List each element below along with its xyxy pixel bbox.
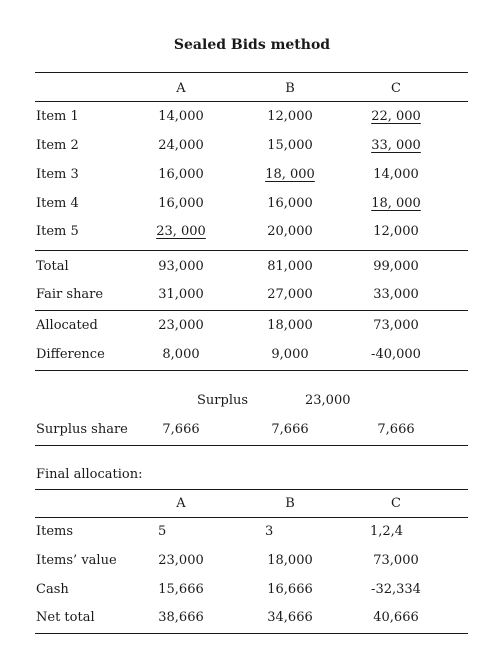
winning-bid-cell: 23, 000 (156, 224, 206, 239)
difference-cell: 9,000 (271, 347, 309, 362)
winning-bid-cell: 18, 000 (371, 196, 421, 211)
difference-cell: -40,000 (371, 347, 421, 362)
final-cash-cell: 16,666 (267, 582, 313, 597)
winning-bid-cell: 33, 000 (371, 138, 421, 153)
final-bottom-rule (35, 633, 468, 634)
row-label: Cash (36, 582, 69, 597)
surplus-share-label: Surplus share (36, 422, 128, 437)
bid-cell: 16,000 (158, 167, 204, 182)
top-rule (35, 72, 468, 73)
bottom-rule (35, 370, 468, 371)
bid-cell: 12,000 (267, 109, 313, 124)
items-rule (35, 250, 468, 251)
totals-rule (35, 310, 468, 311)
final-value-cell: 23,000 (158, 553, 204, 568)
row-label: Item 4 (36, 196, 79, 211)
allocated-cell: 23,000 (158, 318, 204, 333)
final-items-cell: 5 (158, 524, 167, 539)
row-label: Fair share (36, 287, 104, 302)
col-header-b: B (285, 81, 295, 96)
final-net-cell: 34,666 (267, 610, 313, 625)
row-label: Items (36, 524, 74, 539)
final-col-header-c: C (391, 496, 401, 511)
final-net-cell: 38,666 (158, 610, 204, 625)
final-value-cell: 18,000 (267, 553, 313, 568)
difference-cell: 8,000 (162, 347, 200, 362)
final-top-rule (35, 489, 468, 490)
surplus-share-cell: 7,666 (271, 422, 309, 437)
fair-share-cell: 27,000 (267, 287, 313, 302)
fair-share-cell: 33,000 (373, 287, 419, 302)
bid-cell: 12,000 (373, 224, 419, 239)
bid-cell: 14,000 (158, 109, 204, 124)
final-cash-cell: 15,666 (158, 582, 204, 597)
surplus-rule (35, 445, 468, 446)
winning-bid-cell: 22, 000 (371, 109, 421, 124)
fair-share-cell: 31,000 (158, 287, 204, 302)
col-header-a: A (176, 81, 186, 96)
total-cell: 93,000 (158, 259, 204, 274)
col-header-c: C (391, 81, 401, 96)
row-label: Items’ value (36, 553, 117, 568)
row-label: Item 2 (36, 138, 79, 153)
final-col-header-b: B (285, 496, 295, 511)
bid-cell: 14,000 (373, 167, 419, 182)
final-items-cell: 3 (265, 524, 274, 539)
final-net-cell: 40,666 (373, 610, 419, 625)
final-items-cell: 1,2,4 (370, 524, 404, 539)
bid-cell: 16,000 (158, 196, 204, 211)
total-cell: 81,000 (267, 259, 313, 274)
page-title: Sealed Bids method (173, 37, 331, 53)
row-label: Allocated (36, 318, 98, 333)
final-col-header-a: A (176, 496, 186, 511)
row-label: Item 3 (36, 167, 79, 182)
final-value-cell: 73,000 (373, 553, 419, 568)
final-header-rule (35, 517, 468, 518)
surplus-share-cell: 7,666 (377, 422, 415, 437)
row-label: Item 1 (36, 109, 79, 124)
row-label: Net total (36, 610, 95, 625)
bid-cell: 15,000 (267, 138, 313, 153)
surplus-label: Surplus (197, 393, 249, 408)
total-cell: 99,000 (373, 259, 419, 274)
surplus-share-cell: 7,666 (162, 422, 200, 437)
winning-bid-cell: 18, 000 (265, 167, 315, 182)
row-label: Item 5 (36, 224, 79, 239)
row-label: Total (36, 259, 69, 274)
final-cash-cell: -32,334 (371, 582, 421, 597)
final-caption: Final allocation: (36, 467, 143, 482)
allocated-cell: 73,000 (373, 318, 419, 333)
bid-cell: 24,000 (158, 138, 204, 153)
bid-cell: 20,000 (267, 224, 313, 239)
header-rule (35, 101, 468, 102)
allocated-cell: 18,000 (267, 318, 313, 333)
surplus-value: 23,000 (305, 393, 351, 408)
row-label: Difference (36, 347, 105, 362)
bid-cell: 16,000 (267, 196, 313, 211)
